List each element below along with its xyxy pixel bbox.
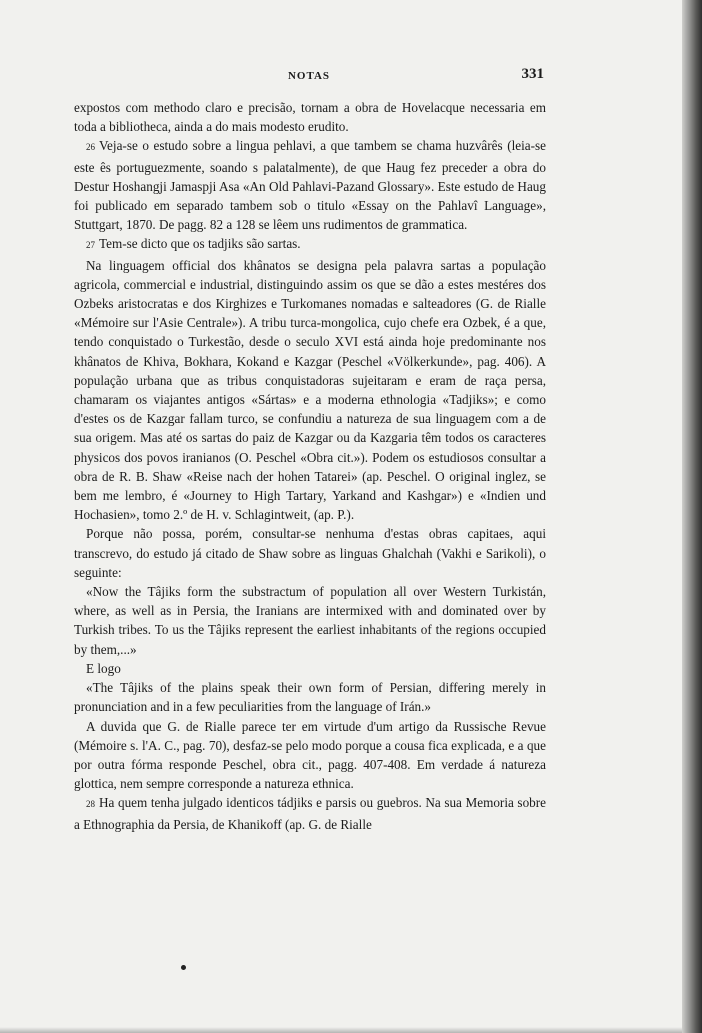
page-number: 331	[521, 66, 544, 82]
note-number: 28	[86, 799, 95, 810]
paragraph-continuation: expostos com methodo claro e precisão, tornam a obra de Hovelacque necessaria em toda a bibliotheca, ainda a do mais modesto erudito.	[74, 100, 546, 135]
paragraph-sartas: Na linguagem official dos khânatos se designa pela palavra sartas a população agricola, commercial e industrial, distinguindo assim os que se dão a estes mestéres dos Ozbeks aristocratas e dos Kirghizes e Turkomanes nomadas e salteadores (G. de Rialle «Mémoire sur l'Asie Centrale»). A tribu turca-mongolica, cujo chefe era Ozbek, é a que, tendo conquistado o Turkestão, desde o seculo XVI está ainda hoje predominante nos khânatos de Khiva, Bokhara, Kokand e Kazgar (Peschel «Völkerkunde», pag. 406). A população urbana que as tribus conquistadoras sujeitaram e eram de raça persa, chamaram os viajantes antigos «Sártas» e a moderna ethnologia «Tadjiks»; e como d'estes os de Kazgar fallam turco, se confundiu a natureza de sua linguagem com a de sua origem. Mas até os sartas do paiz de Kazgar ou da Kazgaria têm todos os caracteres physicos dos povos iranianos (O. Peschel «Obra cit.»). Podem os estudiosos consultar a obra de R. B. Shaw «Reise nach der hohen Tatarei» (ap. Peschel. O original inglez, se bem me lembro, é «Journey to High Tartary, Yarkand and Kashgar») e «Indien und Hochasien», tomo 2.º de H. v. Schlagintweit, (ap. P.).	[74, 257, 546, 523]
note-27: 27 Tem-se dicto que os tadjiks são sartas.	[86, 236, 301, 252]
quote-tajiks-2: «The Tâjiks of the plains speak their own form of Persian, differing merely in pronunciation and in a few peculiarities from the language of Irán.»	[74, 680, 546, 715]
paragraph-duvida: A duvida que G. de Rialle parece ter em virtude d'um artigo da Russische Revue (Mémoire s. l'A. C., pag. 70), desfaz-se pelo modo porque a cousa fica explicada, e a que por outra fórma responde Peschel, obra cit., pagg. 407-408. Em verdade á natureza glottica, nem sempre corresponde a natureza ethnica.	[74, 718, 546, 792]
ink-dot	[181, 965, 186, 970]
note-number: 27	[86, 240, 95, 251]
running-title: NOTAS	[287, 70, 331, 82]
page-header	[74, 66, 544, 90]
bottom-shadow	[0, 1027, 682, 1033]
paragraph-shaw-intro: Porque não possa, porém, consultar-se nenhuma d'estas obras capitaes, aqui transcrevo, do estudo já citado de Shaw sobre as linguas Ghalchah (Vakhi e Sarikoli), o seguinte:	[74, 526, 546, 580]
paragraph-e-logo: E logo	[86, 660, 121, 676]
note-28: 28 Ha quem tenha julgado identicos tádjiks e parsis ou guebros. Na sua Memoria sobre a Ethnographia da Persia, de Khanikoff (ap. G. de Rialle	[74, 795, 546, 832]
note-number: 26	[86, 142, 95, 153]
page-edge-shadow	[682, 0, 702, 1033]
quote-tajiks-1: «Now the Tâjiks form the substractum of population all over Western Turkistán, where, as well as in Persia, the Iranians are intermixed with and dominated over by Turkish tribes. To us the Tâjiks represent the earliest inhabitants of the regions occupied by them,...»	[74, 584, 546, 657]
note-26: 26 Veja-se o estudo sobre a lingua pehlavi, a que tambem se chama huzvârês (leia-se este ês portuguezmente, soando s palatalmente), de que Haug fez preceder a obra do Destur Hoshangji Jamaspji Asa «An Old Pahlavi-Pazand Glossary». Este estudo de Haug foi publicado em separado tambem sob o titulo «Essay on the Pahlavî Language», Stuttgart, 1870. De pagg. 82 a 128 se lêem uns rudimentos de grammatica.	[74, 138, 546, 233]
notes-body	[74, 98, 546, 834]
